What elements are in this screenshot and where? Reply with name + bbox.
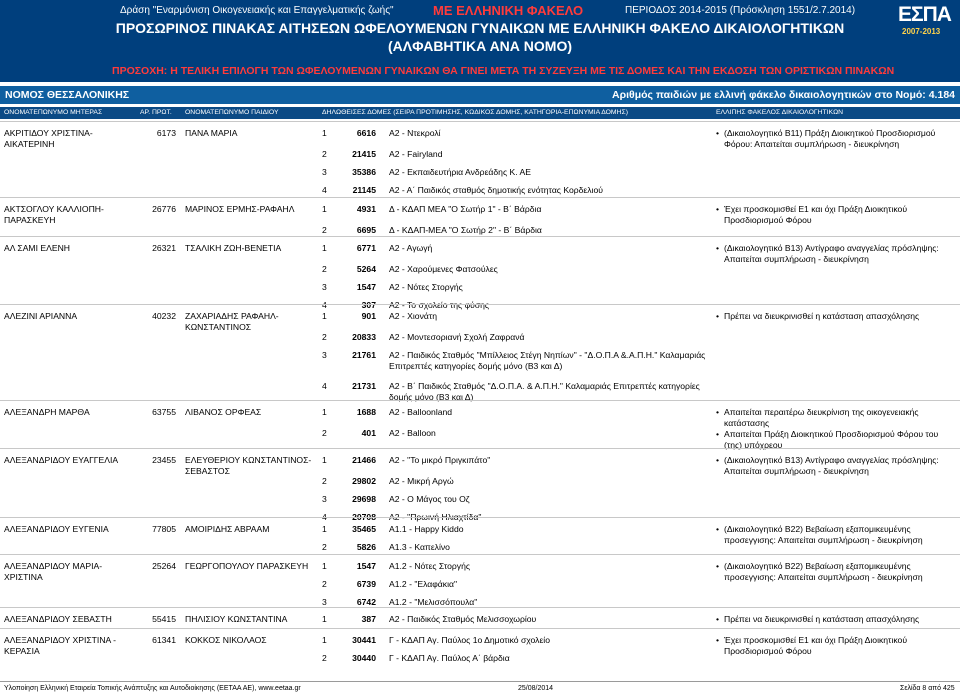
structure-entry <box>0 428 710 446</box>
child-name: ΛΙΒΑΝΟΣ ΟΡΦΕΑΣ <box>185 407 262 417</box>
structure-name: Α2 - Μοντεσοριανή Σχολή Ζαφρανά <box>389 332 525 342</box>
structure-entry <box>0 243 710 261</box>
protocol-number: 25264 <box>152 561 176 571</box>
table-row <box>0 400 960 448</box>
protocol-number: 40232 <box>152 311 176 321</box>
structure-priority: 2 <box>322 149 327 159</box>
structure-name: Δ - ΚΔΑΠ ΜΕΑ "Ο Σωτήρ 1" - Β΄ Βάρδια <box>389 204 542 214</box>
espa-logo <box>898 3 960 39</box>
column-header-domes: ΔΗΛΩΘΕΙΣΕΣ ΔΟΜΕΣ (ΣΕΙΡΑ ΠΡΟΤΙΜΗΣΗΣ, ΚΩΔΙΚΟΣ ΔΟΜΗΣ, ΚΑΤΗΓΟΡΙΑ-ΕΠΩΝΥΜΙΑ ΔΟΜΗΣ) <box>322 109 628 116</box>
structure-entry <box>0 282 710 300</box>
structure-code: 901 <box>361 311 376 321</box>
structure-priority: 1 <box>322 128 327 138</box>
child-name: ΚΟΚΚΟΣ ΝΙΚΟΛΑΟΣ <box>185 635 267 645</box>
structure-name: Α2 - Fairyland <box>389 149 443 159</box>
child-name: ΜΑΡΙΝΟΣ ΕΡΜΗΣ-ΡΑΦΑΗΛ <box>185 204 295 214</box>
structure-priority: 4 <box>322 381 327 391</box>
missing-documents-note <box>716 407 956 451</box>
structure-name: Α2 - "Πρωινή Ηλιαχτίδα" <box>389 512 482 522</box>
period-label: ΠΕΡΙΟΔΟΣ 2014-2015 (Πρόσκληση 1551/2.7.2014) <box>625 5 856 16</box>
protocol-number: 63755 <box>152 407 176 417</box>
structure-code: 6695 <box>356 225 376 235</box>
structure-entry <box>0 128 710 146</box>
mother-name: ΑΛΕΞΑΝΔΡΙΔΟΥ ΜΑΡΙΑ-ΧΡΙΣΤΙΝΑ <box>4 561 103 582</box>
footer-page: Σελίδα 8 από 425 <box>900 685 955 692</box>
footer-org: Υλοποίηση Ελληνική Εταιρεία Τοπικής Ανάπτυξης και Αυτοδιοίκησης (ΕΕΤΑΑ ΑΕ), www.eetaa.gr <box>4 685 301 692</box>
structure-name: Α2 - Νότες Στοργής <box>389 282 463 292</box>
structure-priority: 1 <box>322 311 327 321</box>
structure-priority: 4 <box>322 300 327 310</box>
protocol-number: 6173 <box>156 128 176 138</box>
protocol-number: 55415 <box>152 614 176 624</box>
missing-documents-note <box>716 635 956 657</box>
structure-entry <box>0 524 710 542</box>
structure-name: Α1.1 - Happy Kiddo <box>389 524 464 534</box>
structure-name: Α2 - Α΄ Παιδικός σταθμός δημοτικής ενότητας Κορδελιού <box>389 185 603 195</box>
note-item: • Πρέπει να διευκρινισθεί η κατάσταση απασχόλησης <box>716 311 956 322</box>
missing-documents-note <box>716 524 956 546</box>
structure-name: Α1.3 - Καπελίνο <box>389 542 450 552</box>
note-item: • (Δικαιολογητικό Β13) Αντίγραφο αναγγελίας πρόσληψης: Απαιτείται συμπλήρωση - διευκρίνηση <box>716 243 956 265</box>
category-label: ΜΕ ΕΛΛΗΝΙΚΗ ΦΑΚΕΛΟ <box>433 3 584 18</box>
structure-code: 1547 <box>356 561 376 571</box>
structure-priority: 2 <box>322 428 327 438</box>
note-item: • Απαιτείται Πράξη Διοικητικού Προσδιορισμού Φόρου του (της) υπόχρεου <box>716 429 956 451</box>
page-title: ΠΡΟΣΩΡΙΝΟΣ ΠΙΝΑΚΑΣ ΑΙΤΗΣΕΩΝ ΩΦΕΛΟΥΜΕΝΩΝ ΓΥΝΑΙΚΩΝ ΜΕ ΕΛΛΗΝΙΚΗ ΦΑΚΕΛΟ ΔΙΚΑΙΟΛΟΓΗΤΙΚΩΝ <box>115 20 845 36</box>
note-item: • (Δικαιολογητικό Β22) Βεβαίωση εξαπομικευμένης προσεγγισης: Απαιτείται συμπλήρωση - διευκρίνηση <box>716 524 956 546</box>
structure-priority: 2 <box>322 653 327 663</box>
child-name: ΖΑΧΑΡΙΑΔΗΣ ΡΑΦΑΗΛ-ΚΩΝΣΤΑΝΤΙΝΟΣ <box>185 311 279 332</box>
structure-priority: 1 <box>322 635 327 645</box>
structure-code: 20833 <box>352 332 376 342</box>
program-label: Δράση "Εναρμόνιση Οικογενειακής και Επαγγελματικής ζωής" <box>120 5 394 16</box>
warning-notice: ΠΡΟΣΟΧΗ: Η ΤΕΛΙΚΗ ΕΠΙΛΟΓΗ ΤΩΝ ΩΦΕΛΟΥΜΕΝΩΝ ΓΥΝΑΙΚΩΝ ΘΑ ΓΙΝΕΙ ΜΕΤΑ ΤΗ ΣΥΖΕΥΞΗ ΜΕ ΤΙΣ ΔΟΜΕΣ ΚΑΙ ΤΗΝ ΕΚΔΟΣΗ ΤΩΝ ΟΡΙΣΤΙΚΩΝ ΠΙΝΑΚΩΝ <box>112 65 895 77</box>
structure-name: Α2 - Παιδικός Σταθμός "Μπίλλειος Στέγη Νηπίων" - "Δ.Ο.Π.Α &.Α.Π.Η." Καλαμαριάς Επιτρεπτές κατηγορίες δομής μόνο (Β3 και Δ) <box>389 350 706 371</box>
child-name: ΑΜΟΙΡΙΔΗΣ ΑΒΡΑΑΜ <box>185 524 270 534</box>
structure-name: Α2 - Balloonland <box>389 407 453 417</box>
structure-code: 35465 <box>352 524 376 534</box>
structure-code: 30440 <box>352 653 376 663</box>
structure-code: 5826 <box>356 542 376 552</box>
structure-priority: 2 <box>322 476 327 486</box>
child-name: ΠΗΛΙΣΙΟΥ ΚΩΝΣΤΑΝΤΙΝΑ <box>185 614 288 624</box>
structure-priority: 3 <box>322 350 327 360</box>
child-name: ΤΣΑΛΙΚΗ ΖΩΗ-ΒΕΝΕΤΙΑ <box>185 243 282 253</box>
nomos-bar <box>0 86 960 104</box>
structure-priority: 3 <box>322 597 327 607</box>
mother-name: ΑΛ ΣΑΜΙ ΕΛΕΝΗ <box>4 243 70 253</box>
mother-name: ΑΛΕΞΑΝΔΡΙΔΟΥ ΧΡΙΣΤΙΝΑ - ΚΕΡΑΣΙΑ <box>4 635 117 656</box>
missing-documents-note <box>716 311 956 322</box>
note-item: • Έχει προσκομισθεί Ε1 και όχι Πράξη Διοικητικού Προσδιορισμού Φόρου <box>716 204 956 226</box>
structure-code: 20708 <box>352 512 376 522</box>
structure-priority: 2 <box>322 264 327 274</box>
page-footer <box>0 681 960 695</box>
structure-priority: 3 <box>322 494 327 504</box>
structure-code: 21415 <box>352 149 376 159</box>
structure-code: 307 <box>361 300 376 310</box>
structure-entry <box>0 167 710 185</box>
protocol-number: 61341 <box>152 635 176 645</box>
structure-name: Α2 - Χαρούμενες Φατσούλες <box>389 264 498 274</box>
protocol-number: 26776 <box>152 204 176 214</box>
note-item: • Πρέπει να διευκρινισθεί η κατάσταση απασχόλησης <box>716 614 956 625</box>
logo-text: ΕΣΠΑ <box>898 3 951 26</box>
structure-name: Α2 - Ο Μάγος του Οζ <box>389 494 470 504</box>
structure-code: 401 <box>361 428 376 438</box>
mother-name: ΑΚΡΙΤΙΔΟΥ ΧΡΙΣΤΙΝΑ-ΑΙΚΑΤΕΡΙΝΗ <box>4 128 93 149</box>
missing-documents-note <box>716 455 956 477</box>
structure-entry <box>0 350 710 371</box>
column-header-mother: ΟΝΟΜΑΤΕΠΩΝΥΜΟ ΜΗΤΕΡΑΣ <box>4 109 103 116</box>
structure-entry <box>0 635 710 653</box>
missing-documents-note <box>716 561 956 583</box>
structure-priority: 4 <box>322 512 327 522</box>
structure-code: 387 <box>361 614 376 624</box>
structure-priority: 2 <box>322 542 327 552</box>
structure-priority: 1 <box>322 407 327 417</box>
page-subtitle: (ΑΛΦΑΒΗΤΙΚΑ ΑΝΑ ΝΟΜΟ) <box>387 38 573 54</box>
structure-name: Α2 - "Το μικρό Πριγκιπάτο" <box>389 455 491 465</box>
child-name: ΓΕΩΡΓΟΠΟΥΛΟΥ ΠΑΡΑΣΚΕΥΗ <box>185 561 309 571</box>
header-top-line <box>0 3 960 17</box>
header-banner <box>0 0 960 82</box>
structure-entry <box>0 407 710 425</box>
protocol-number: 77805 <box>152 524 176 534</box>
structure-code: 1547 <box>356 282 376 292</box>
structure-name: Α2 - Παιδικός Σταθμός Μελισσοχωρίου <box>389 614 537 624</box>
structure-code: 6616 <box>356 128 376 138</box>
structure-entry <box>0 455 710 473</box>
structure-code: 1688 <box>356 407 376 417</box>
child-name: ΠΑΝΑ ΜΑΡΙΑ <box>185 128 238 138</box>
logo-years: 2007-2013 <box>902 27 941 36</box>
note-item: • Έχει προσκομισθεί Ε1 και όχι Πράξη Διοικητικού Προσδιορισμού Φόρου <box>716 635 956 657</box>
structure-name: Α1.2 - "Ελαφάκια" <box>389 579 457 589</box>
structure-priority: 3 <box>322 282 327 292</box>
note-item: • (Δικαιολογητικό Β13) Αντίγραφο αναγγελίας πρόσληψης: Απαιτείται συμπλήρωση - διευκρίνηση <box>716 455 956 477</box>
structure-priority: 1 <box>322 561 327 571</box>
structure-priority: 2 <box>322 225 327 235</box>
structure-code: 29802 <box>352 476 376 486</box>
footer-date: 25/08/2014 <box>518 685 554 692</box>
structure-name: Α1.2 - Νότες Στοργής <box>389 561 470 571</box>
structure-entry <box>0 494 710 512</box>
structure-code: 6742 <box>356 597 376 607</box>
structure-name: Γ - ΚΔΑΠ Αγ. Παύλος 1ο Δημοτικό σχολείο <box>389 635 550 645</box>
structure-code: 21731 <box>352 381 376 391</box>
structure-entry <box>0 561 710 579</box>
table-row <box>0 554 960 607</box>
structure-priority: 1 <box>322 524 327 534</box>
structure-name: Δ - ΚΔΑΠ-ΜΕΑ "Ο Σωτήρ 2" - Β΄ Βάρδια <box>389 225 542 235</box>
note-item: • Απαιτείται περαιτέρω διευκρίνιση της οικογενειακής κατάστασης <box>716 407 956 429</box>
table-row <box>0 628 960 678</box>
missing-documents-note <box>716 128 956 150</box>
structure-code: 21466 <box>352 455 376 465</box>
column-header-child: ΟΝΟΜΑΤΕΠΩΝΥΜΟ ΠΑΙΔΙΟΥ <box>185 109 279 116</box>
structure-code: 21761 <box>352 350 376 360</box>
structure-code: 30441 <box>352 635 376 645</box>
structure-name: Α2 - Αγωγή <box>389 243 433 253</box>
structure-entry <box>0 579 710 597</box>
structure-code: 21145 <box>352 185 376 195</box>
mother-name: ΑΛΕΞΑΝΔΡΙΔΟΥ ΣΕΒΑΣΤΗ <box>4 614 112 624</box>
structure-name: Α2 - Ντεκρολί <box>389 128 441 138</box>
protocol-number: 23455 <box>152 455 176 465</box>
mother-name: ΑΛΕΞΑΝΔΡΙΔΟΥ ΕΥΑΓΓΕΛΙΑ <box>4 455 119 465</box>
table-row <box>0 607 960 628</box>
mother-name: ΑΛΕΞΑΝΔΡΙΔΟΥ ΕΥΓΕΝΙΑ <box>4 524 109 534</box>
structure-entry <box>0 332 710 350</box>
missing-documents-note <box>716 614 956 625</box>
mother-name: ΑΚΤΣΟΓΛΟΥ ΚΑΛΛΙΟΠΗ-ΠΑΡΑΣΚΕΥΗ <box>4 204 104 225</box>
structure-name: Α2 - Εκπαιδευτήρια Ανδρεάδης Κ. ΑΕ <box>389 167 531 177</box>
structure-name: Γ - ΚΔΑΠ Αγ. Παύλος Α΄ βάρδια <box>389 653 510 663</box>
structure-code: 4931 <box>356 204 376 214</box>
table-row <box>0 236 960 310</box>
table-row <box>0 448 960 522</box>
missing-documents-note <box>716 243 956 265</box>
structure-entry <box>0 381 710 402</box>
structure-priority: 1 <box>322 204 327 214</box>
column-header-note: ΕΛΛΙΠΗΣ ΦΑΚΕΛΟΣ ΔΙΚΑΙΟΛΟΓΗΤΙΚΩΝ <box>716 109 844 116</box>
note-item: • (Δικαιολογητικό Β11) Πράξη Διοικητικού Προσδιορισμού Φόρου: Απαιτείται συμπλήρωση - διευκρίνηση <box>716 128 956 150</box>
table-row <box>0 304 960 400</box>
nomos-name: ΝΟΜΟΣ ΘΕΣΣΑΛΟΝΙΚΗΣ <box>5 89 130 101</box>
structure-name: Α1.2 - "Μελισσόπουλα" <box>389 597 478 607</box>
structure-priority: 2 <box>322 332 327 342</box>
structure-priority: 3 <box>322 167 327 177</box>
structure-entry <box>0 311 710 329</box>
protocol-number: 26321 <box>152 243 176 253</box>
mother-name: ΑΛΕΖΙΝΙ ΑΡΙΑΝΝΑ <box>4 311 78 321</box>
child-name: ΕΛΕΥΘΕΡΙΟΥ ΚΩΝΣΤΑΝΤΙΝΟΣ-ΣΕΒΑΣΤΟΣ <box>185 455 312 476</box>
structure-entry <box>0 149 710 167</box>
structure-name: Α2 - Χιονάτη <box>389 311 438 321</box>
table-row <box>0 121 960 197</box>
applications-table <box>0 121 960 681</box>
mother-name: ΑΛΕΞΑΝΔΡΗ ΜΑΡΘΑ <box>4 407 90 417</box>
structure-priority: 4 <box>322 185 327 195</box>
structure-name: Α2 - Balloon <box>389 428 436 438</box>
column-header-ar: ΑΡ. ΠΡΩΤ. <box>140 109 172 116</box>
structure-entry <box>0 476 710 494</box>
structure-name: Α2 - Μικρή Αργώ <box>389 476 454 486</box>
column-header-row <box>0 107 960 119</box>
table-row <box>0 517 960 554</box>
structure-code: 6739 <box>356 579 376 589</box>
structure-name: Α2 - Β΄ Παιδικός Σταθμός "Δ.Ο.Π.Α. & Α.Π.Η." Καλαμαριάς Επιτρεπτές κατηγορίες δομής μόνο (Β3 και Δ) <box>389 381 700 402</box>
nomos-count: Αριθμός παιδιών με ελλινή φάκελο δικαιολογητικών στο Νομό: 4.184 <box>612 89 955 101</box>
structure-code: 29698 <box>352 494 376 504</box>
structure-entry <box>0 264 710 282</box>
structure-priority: 1 <box>322 614 327 624</box>
structure-priority: 1 <box>322 455 327 465</box>
structure-entry <box>0 204 710 222</box>
structure-priority: 1 <box>322 243 327 253</box>
structure-entry <box>0 653 710 671</box>
table-row <box>0 197 960 236</box>
structure-code: 6771 <box>356 243 376 253</box>
structure-code: 35386 <box>352 167 376 177</box>
structure-name: Α2 - Το σχολείο της φύσης <box>389 300 490 310</box>
structure-code: 5264 <box>356 264 376 274</box>
structure-priority: 2 <box>322 579 327 589</box>
missing-documents-note <box>716 204 956 226</box>
note-item: • (Δικαιολογητικό Β22) Βεβαίωση εξαπομικευμένης προσεγγισης: Απαιτείται συμπλήρωση - διευκρίνηση <box>716 561 956 583</box>
